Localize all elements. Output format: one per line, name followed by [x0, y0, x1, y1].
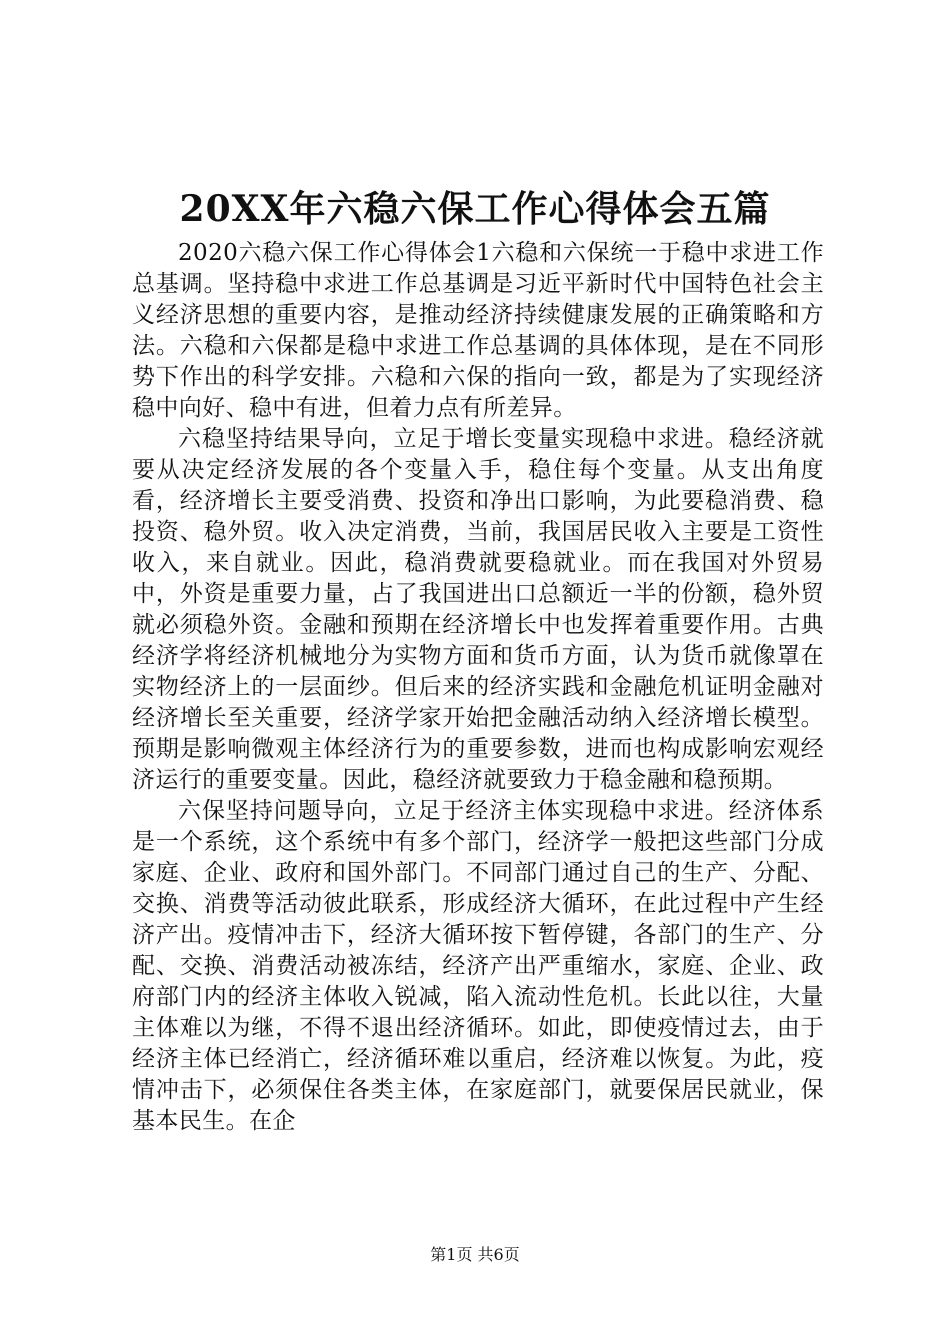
paragraph-2: 六稳坚持结果导向，立足于增长变量实现稳中求进。稳经济就要从决定经济发展的各个变量入手，稳住每个变量。从支出角度看，经济增长主要受消费、投资和净出口影响，为此要稳消费、稳投资、稳外贸。收入决定消费，当前，我国居民收入主要是工资性收入，来自就业。因此，稳消费就要稳就业。而在我国对外贸易中，外资是重要力量，占了我国进出口总额近一半的份额，稳外贸就必须稳外资。金融和预期在经济增长中也发挥着重要作用。古典经济学将经济机械地分为实物方面和货币方面，认为货币就像罩在实物经济上的一层面纱。但后来的经济实践和金融危机证明金融对经济增长至关重要，经济学家开始把金融活动纳入经济增长模型。预期是影响微观主体经济行为的重要参数，进而也构成影响宏观经济运行的重要变量。因此，稳经济就要致力于稳金融和稳预期。: [132, 426, 824, 793]
page-footer: [0, 1244, 950, 1266]
paragraph-1: 2020六稳六保工作心得体会1六稳和六保统一于稳中求进工作总基调。坚持稳中求进工作总基调是习近平新时代中国特色社会主义经济思想的重要内容，是推动经济持续健康发展的正确策略和方法。六稳和六保都是稳中求进工作总基调的具体体现，是在不同形势下作出的科学安排。六稳和六保的指向一致，都是为了实现经济稳中向好、稳中有进，但着力点有所差异。: [132, 240, 824, 421]
page-indicator: 第1页 共6页: [430, 1245, 520, 1264]
document-title: 20XX年六稳六保工作心得体会五篇: [179, 188, 771, 230]
paragraph-3: 六保坚持问题导向，立足于经济主体实现稳中求进。经济体系是一个系统，这个系统中有多个部门，经济学一般把这些部门分成家庭、企业、政府和国外部门。不同部门通过自己的生产、分配、交换、消费等活动彼此联系，形成经济大循环，在此过程中产生经济产出。疫情冲击下，经济大循环按下暂停键，各部门的生产、分配、交换、消费活动被冻结，经济产出严重缩水，家庭、企业、政府部门内的经济主体收入锐减，陷入流动性危机。长此以往，大量主体难以为继，不得不退出经济循环。如此，即使疫情过去，由于经济主体已经消亡，经济循环难以重启，经济难以恢复。为此，疫情冲击下，必须保住各类主体，在家庭部门，就要保居民就业，保基本民生。在企: [132, 798, 824, 1134]
document-body: [132, 238, 824, 1137]
